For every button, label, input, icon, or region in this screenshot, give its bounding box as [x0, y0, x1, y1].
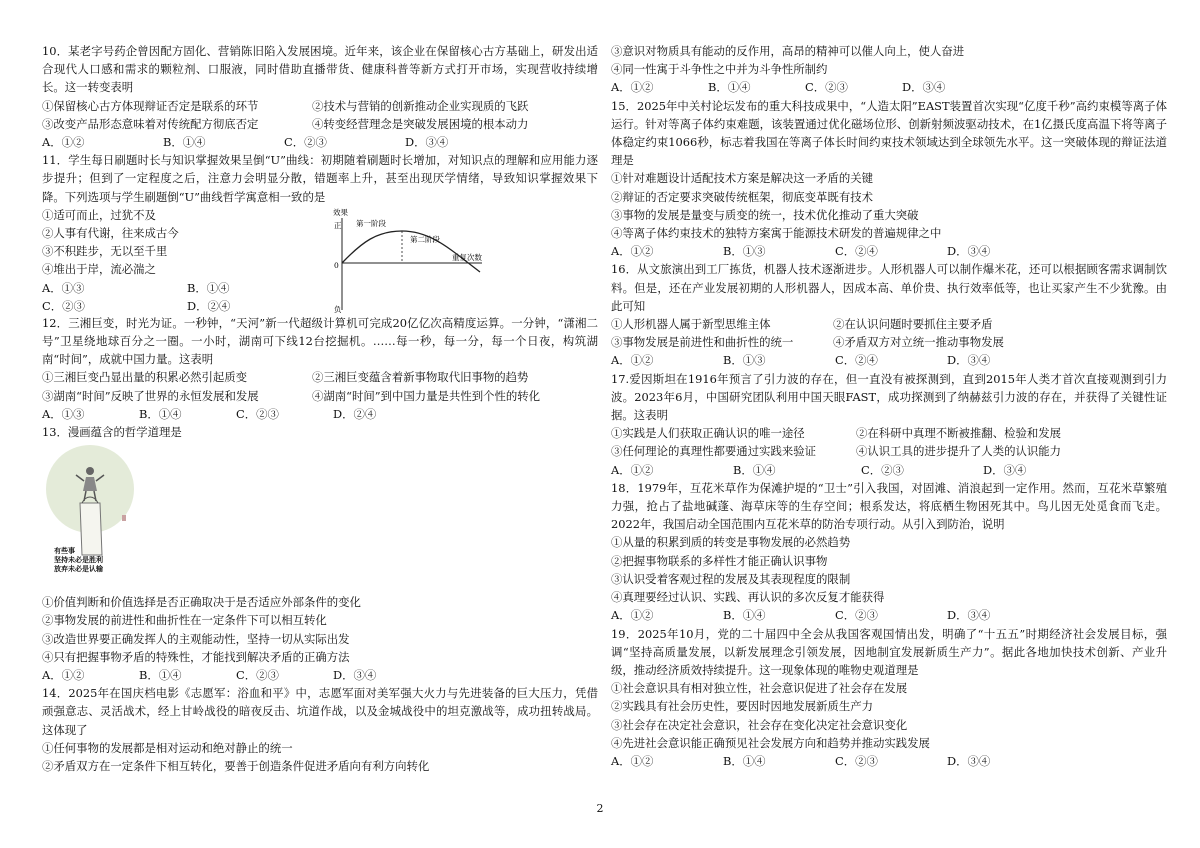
- question-stem: 10．某老字号药企曾因配方固化、营销陈旧陷入发展困境。近年来，该企业在保留核心古方基础上，研发出适合现代人口感和需求的颗粒剂、口服液，同时借助直播带货、健康科普等新方式打开市场，实现营收持续增长。这一转变表明: [42, 44, 598, 95]
- x-axis-label: 重复次数: [452, 252, 482, 262]
- statement: ①实践是人们获取正确认识的唯一途径: [611, 426, 805, 441]
- option-a: A．①②: [611, 753, 654, 768]
- option-b: B．①④: [733, 462, 776, 477]
- page-number: 2: [596, 802, 604, 815]
- statement: ②三湘巨变蕴含着新事物取代旧事物的趋势: [312, 370, 529, 385]
- question-18: [611, 479, 1167, 625]
- statement: ②矛盾双方在一定条件下相互转化，要善于创造条件促进矛盾向有利方向转化: [42, 759, 430, 774]
- option-b: B．①④: [723, 753, 766, 768]
- statement: ①任何事物的发展都是相对运动和绝对静止的统一: [42, 740, 293, 755]
- option-a: A．①②: [611, 462, 654, 477]
- statement: ①针对难题设计适配技术方案是解决这一矛盾的关键: [611, 171, 873, 186]
- inverted-u-graph: [332, 206, 532, 314]
- option-d: D．③④: [902, 80, 946, 95]
- question-15: [611, 97, 1167, 261]
- option-d: D．③④: [983, 462, 1027, 477]
- question-14: [42, 684, 598, 775]
- statement: ③意识对物质具有能动的反作用，高昂的精神可以催人向上，使人奋进: [611, 44, 965, 58]
- statement: ②实践具有社会历史性，要因时因地发展新质生产力: [611, 699, 873, 714]
- question-16: [611, 260, 1167, 369]
- option-d: D．②④: [187, 298, 231, 313]
- option-c: C．②④: [835, 353, 878, 368]
- option-a: A．①②: [42, 135, 85, 150]
- option-d: D．③④: [947, 244, 991, 259]
- positive-label: 正: [334, 220, 342, 230]
- question-stem: 12．三湘巨变，时光为证。一秒钟，“天河”新一代超级计算机可完成20亿亿次高精度运算。一分钟，“潇湘二号”卫星绕地球百分之一圈。一小时，湖南可下线12台挖掘机。……每一秒，每一分，每一个日夜，构筑湖南“时间”，成就中国力量。这表明: [42, 315, 598, 367]
- statement: ②在认识问题时要抓住主要矛盾: [833, 317, 993, 332]
- y-axis-label: 效果: [333, 207, 348, 217]
- option-d: D．③④: [947, 353, 991, 368]
- statement: ③事物发展是前进性和曲折性的统一: [611, 335, 794, 350]
- statement: ④先进社会意识能正确预见社会发展方向和趋势并推动实践发展: [611, 735, 930, 750]
- origin-label: 0: [334, 260, 339, 270]
- option-c: C．②③: [835, 608, 878, 623]
- statement: ①从量的积累到质的转变是事物发展的必然趋势: [611, 535, 851, 550]
- stage-one-label: 第一阶段: [356, 218, 386, 228]
- question-13: [42, 423, 598, 684]
- option-d: D．②④: [333, 406, 377, 421]
- left-column: [42, 42, 598, 775]
- option-c: C．②③: [42, 298, 85, 313]
- question-11: [42, 151, 598, 314]
- question-14-continued: [611, 42, 1167, 97]
- statement: ③改变产品形态意味着对传统配方彻底否定: [42, 116, 259, 131]
- option-b: B．①④: [187, 280, 230, 295]
- statement: ①人形机器人属于新型思维主体: [611, 317, 771, 332]
- option-c: C．②③: [835, 753, 878, 768]
- statement: ④真理要经过认识、实践、再认识的多次反复才能获得: [611, 590, 885, 605]
- statement: ④同一性寓于斗争性之中并为斗争性所制约: [611, 62, 828, 77]
- option-a: A．①②: [611, 80, 654, 95]
- question-19: [611, 625, 1167, 771]
- question-17: [611, 370, 1167, 479]
- option-a: A．①③: [42, 280, 85, 295]
- statement: ④矛盾双方对立统一推动事物发展: [833, 335, 1004, 350]
- question-stem: 15．2025年中关村论坛发布的重大科技成果中，“人造太阳”EAST装置首次实现“亿度千秒”高约束模等离子体运行。针对等离子体约束难题，该装置通过优化磁场位形、创新射频波驱动技术，在1亿摄氏度高温下将等离子体稳定约束1066秒，标志着我国在等离子体长时间约束技术领域达到全球领先水平。这一突破体现的辩证法道理是: [611, 98, 1167, 168]
- statement: ③不积跬步，无以至千里: [42, 244, 168, 259]
- statement: ④转变经营理念是突破发展困境的根本动力: [312, 116, 529, 131]
- negative-label: 负: [334, 304, 342, 314]
- statement: ①适可而止，过犹不及: [42, 207, 156, 222]
- option-c: C．②③: [805, 80, 848, 95]
- statement: ④湖南“时间”到中国力量是共性到个性的转化: [312, 388, 541, 403]
- option-d: D．③④: [947, 608, 991, 623]
- question-12: [42, 314, 598, 423]
- option-a: A．①②: [611, 244, 654, 259]
- option-c: C．②③: [861, 462, 904, 477]
- question-stem: 19．2025年10月，党的二十届四中全会从我国客观国情出发，明确了“十五五”时期经济社会发展目标，强调“坚持高质量发展，以新发展理念引领发展，因地制宜发展新质生产力”。据此各地加快技术创新、产业升级，推动经济质效持续提升。这一现象体现的唯物史观道理是: [611, 626, 1167, 677]
- stage-two-label: 第二阶段: [410, 234, 440, 244]
- cartoon-figure: [42, 445, 598, 587]
- option-a: A．①②: [611, 353, 654, 368]
- statement: ①价值判断和价值选择是否正确取决于是否适应外部条件的变化: [42, 595, 361, 610]
- option-b: B．①④: [139, 406, 182, 421]
- option-b: B．①④: [163, 135, 206, 150]
- statement: ①社会意识具有相对独立性，社会意识促进了社会存在发展: [611, 681, 908, 696]
- statement: ①三湘巨变凸显出量的积累必然引起质变: [42, 370, 248, 385]
- option-a: A．①③: [42, 406, 85, 421]
- statement: ④只有把握事物矛盾的特殊性，才能找到解决矛盾的正确方法: [42, 649, 350, 664]
- question-stem: 14．2025年在国庆档电影《志愿军：浴血和平》中，志愿军面对美军强大火力与先进装备的巨大压力，凭借顽强意志、灵活战术，经上甘岭战役的暗夜反击、坑道作战，以及金城战役中的坦克激战等，成功扭转战局。这体现了: [42, 686, 598, 737]
- statement: ②事物发展的前进性和曲折性在一定条件下可以相互转化: [42, 613, 327, 628]
- statement: ②在科研中真理不断被推翻、检验和发展: [856, 426, 1062, 441]
- option-b: B．①③: [723, 353, 766, 368]
- right-column: [611, 42, 1167, 770]
- option-c: C．②③: [236, 406, 279, 421]
- statement: ③社会存在决定社会意识，社会存在变化决定社会意识变化: [611, 717, 908, 732]
- option-b: B．①③: [723, 244, 766, 259]
- statement: ④认识工具的进步提升了人类的认识能力: [856, 444, 1062, 459]
- question-10: [42, 42, 598, 151]
- option-d: D．③④: [405, 135, 449, 150]
- statement: ④等离子体约束技术的独特方案寓于能源技术研发的普遍规律之中: [611, 226, 942, 241]
- statement: ①保留核心古方体现辩证否定是联系的环节: [42, 98, 259, 113]
- cartoon-caption: 有些事 坚持未必是胜利 放弃未必是认输: [54, 547, 103, 574]
- statement: ④堆出于岸，流必湍之: [42, 262, 156, 277]
- question-stem: 11．学生每日刷题时长与知识掌握效果呈倒“U”曲线：初期随着刷题时长增加，对知识点的理解和应用能力逐步提升；但到了一定程度之后，注意力会明显分散，错题率上升，甚至出现厌学情绪，导致知识掌握效果下降。下列选项与学生刷题倒“U”曲线哲学寓意相一致的是: [42, 153, 598, 204]
- option-d: D．③④: [947, 753, 991, 768]
- statement: ③任何理论的真理性都要通过实践来验证: [611, 444, 817, 459]
- option-b: B．①④: [139, 668, 182, 683]
- question-stem: 18．1979年，互花米草作为保滩护堤的“卫士”引入我国，对固滩、消浪起到一定作用。然而，互花米草繁殖力强，抢占了盐地碱蓬、海草床等的生存空间；根系发达，将底栖生物困死其中。鸟儿因无处觅食而飞走。2022年，我国启动全国范围内互花米草的防治专项行动。从引入到防治，说明: [611, 480, 1167, 532]
- option-c: C．②③: [236, 668, 279, 683]
- option-d: D．③④: [333, 668, 377, 683]
- option-c: C．②④: [835, 244, 878, 259]
- option-b: B．①④: [708, 80, 751, 95]
- option-a: A．①②: [611, 608, 654, 623]
- statement: ③事物的发展是量变与质变的统一，技术优化推动了重大突破: [611, 207, 919, 222]
- option-a: A．①②: [42, 668, 85, 683]
- statement: ③改造世界要正确发挥人的主观能动性，坚持一切从实际出发: [42, 631, 350, 646]
- statement: ②技术与营销的创新推动企业实现质的飞跃: [312, 98, 529, 113]
- statement: ②把握事物联系的多样性才能正确认识事物: [611, 553, 828, 568]
- statement: ②人事有代谢，往来成古今: [42, 226, 179, 241]
- statement: ②辩证的否定要求突破传统框架，彻底变革既有技术: [611, 189, 873, 204]
- option-b: B．①④: [723, 608, 766, 623]
- statement: ③湖南“时间”反映了世界的永恒发展和发展: [42, 388, 259, 403]
- question-stem: 13．漫画蕴含的哲学道理是: [42, 425, 182, 440]
- question-stem: 17.爱因斯坦在1916年预言了引力波的存在，但一直没有被探测到，直到2015年人类才首次直接观测到引力波。2023年6月，中国研究团队利用中国天眼FAST，成功探测到了纳赫兹引力波的存在，并获得了关键性证据。这表明: [611, 371, 1167, 423]
- statement: ③认识受着客观过程的发展及其表现程度的限制: [611, 571, 851, 586]
- option-c: C．②③: [284, 135, 327, 150]
- question-stem: 16．从文旅演出到工厂拣货，机器人技术逐渐进步。人形机器人可以制作爆米花，还可以根据顾客需求调制饮料。但是，还在产业发展初期的人形机器人，因成本高、单价贵、执行效率低等，也让买家产生不少犹豫。由此可知: [611, 262, 1167, 313]
